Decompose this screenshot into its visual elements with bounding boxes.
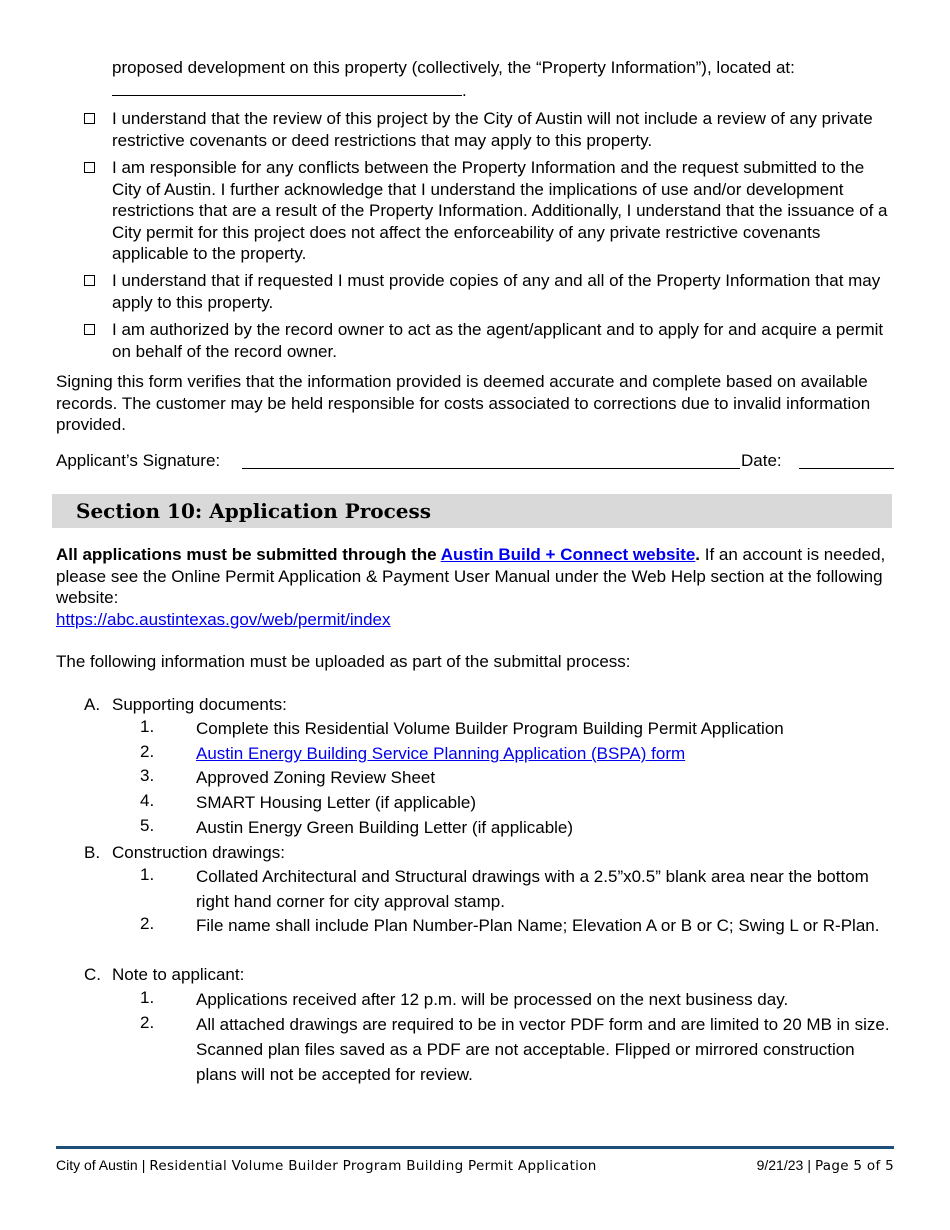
list-marker: B.	[84, 843, 101, 862]
footer-separator: |	[141, 1157, 146, 1173]
subitem-number: 1.	[140, 717, 155, 736]
permit-index-url-link[interactable]: https://abc.austintexas.gov/web/permit/index	[56, 609, 391, 629]
submission-lead-end: .	[695, 545, 701, 564]
verification-paragraph: Signing this form verifies that the information provided is deemed accurate and complete based on available records. The customer may be held responsible for costs associated to corrections due to invalid information provided.	[56, 372, 871, 434]
section-header	[52, 494, 892, 528]
list-subitem	[140, 1012, 896, 1087]
checkbox-item	[84, 319, 896, 362]
subitem-text: SMART Housing Letter (if applicable)	[196, 793, 477, 812]
subitem-text: Complete this Residential Volume Builder Program Building Permit Application	[196, 719, 784, 738]
list-subitem	[140, 790, 896, 815]
list-subitem	[140, 913, 896, 938]
submission-lead: All applications must be submitted through the	[56, 545, 441, 564]
subitem-number: 2.	[140, 742, 155, 761]
checkbox-4-label: I am authorized by the record owner to act as the agent/applicant and to apply for and acquire a permit on behalf of the record owner.	[112, 320, 884, 361]
checkbox-3-label: I understand that if requested I must provide copies of any and all of the Property Information that may apply to this property.	[112, 271, 881, 312]
subitem-number: 3.	[140, 766, 155, 785]
checkbox-1-label: I understand that the review of this project by the City of Austin will not include a review of any private restrictive covenants or deed restrictions that may apply to this property.	[112, 109, 873, 150]
date-label: Date:	[741, 451, 782, 470]
footer-org: City of Austin	[56, 1157, 138, 1173]
list-label: Note to applicant:	[112, 965, 245, 984]
bspa-form-link[interactable]: Austin Energy Building Service Planning Application (BSPA) form	[196, 744, 686, 763]
footer-date: 9/21/23	[756, 1157, 804, 1173]
subitem-number: 2.	[140, 1013, 155, 1032]
austin-build-connect-link[interactable]: Austin Build + Connect website	[440, 545, 696, 564]
footer-page-number: Page 5 of 5	[814, 1158, 894, 1174]
subitem-text: Collated Architectural and Structural drawings with a 2.5”x0.5” blank area near the bottom right hand corner for city approval stamp.	[196, 867, 869, 911]
footer-rule	[56, 1146, 894, 1149]
signature-row	[56, 450, 894, 472]
upload-intro: The following information must be uploaded as part of the submittal process:	[56, 652, 631, 671]
subitem-text: Approved Zoning Review Sheet	[196, 768, 436, 787]
footer-left	[56, 1156, 597, 1175]
subitem-text: Applications received after 12 p.m. will be processed on the next business day.	[196, 990, 789, 1009]
checkbox-item	[84, 157, 896, 265]
checkbox-2[interactable]	[84, 162, 95, 173]
submission-rest: If an account is needed, please see the Online Permit Application & Payment User Manual under the Web Help section at the following website:	[56, 545, 886, 607]
checkbox-4[interactable]	[84, 324, 95, 335]
list-subitem	[140, 815, 896, 840]
list-marker: C.	[84, 965, 101, 984]
submission-paragraph	[56, 544, 896, 630]
list-marker: A.	[84, 695, 101, 714]
list-label: Construction drawings:	[112, 843, 285, 862]
footer-right	[757, 1156, 894, 1175]
list-subitem	[140, 864, 896, 914]
subitem-number: 4.	[140, 791, 155, 810]
list-subitem	[140, 765, 896, 790]
section-title: Section 10: Application Process	[76, 499, 432, 523]
list-item	[84, 842, 896, 864]
list-subitem	[140, 716, 896, 741]
subitem-number: 5.	[140, 816, 155, 835]
list-subitem	[140, 741, 896, 766]
subitem-number: 2.	[140, 914, 155, 933]
subitem-text: File name shall include Plan Number-Plan Name; Elevation A or B or C; Swing L or R-Plan.	[196, 916, 880, 935]
signature-label: Applicant’s Signature:	[56, 451, 221, 470]
property-location-paragraph	[112, 57, 896, 101]
blank-period: .	[462, 80, 467, 100]
list-item	[84, 694, 896, 716]
page-footer	[56, 1156, 894, 1174]
footer-doc-title: Residential Volume Builder Program Building Permit Application	[149, 1158, 597, 1174]
checkbox-item	[84, 270, 896, 313]
subitem-text: Austin Energy Green Building Letter (if applicable)	[196, 818, 574, 837]
property-location-text: proposed development on this property (collectively, the “Property Information”), located at:	[112, 58, 795, 77]
checkbox-item	[84, 108, 896, 151]
list-label: Supporting documents:	[112, 695, 287, 714]
property-location-blank[interactable]	[112, 79, 462, 96]
checkbox-3[interactable]	[84, 275, 95, 286]
footer-separator: |	[807, 1157, 811, 1173]
signature-field[interactable]	[242, 468, 740, 469]
checkbox-2-label: I am responsible for any conflicts between the Property Information and the request submitted to the City of Austin. I further acknowledge that I understand the implications of use and/or development restrictions that are a result of the Property Information. Additionally, I understand that the issuance of a City permit for this project does not affect the enforceability of any private restrictive covenants applicable to the property.	[112, 158, 888, 263]
subitem-text: All attached drawings are required to be in vector PDF form and are limited to 20 MB in size. Scanned plan files saved as a PDF are not acceptable. Flipped or mirrored construction plans will not be accepted for review.	[196, 1015, 890, 1084]
subitem-number: 1.	[140, 988, 155, 1007]
checkbox-1[interactable]	[84, 113, 95, 124]
list-subitem	[140, 987, 896, 1012]
subitem-number: 1.	[140, 865, 155, 884]
date-field[interactable]	[799, 468, 894, 469]
list-item	[84, 964, 896, 986]
